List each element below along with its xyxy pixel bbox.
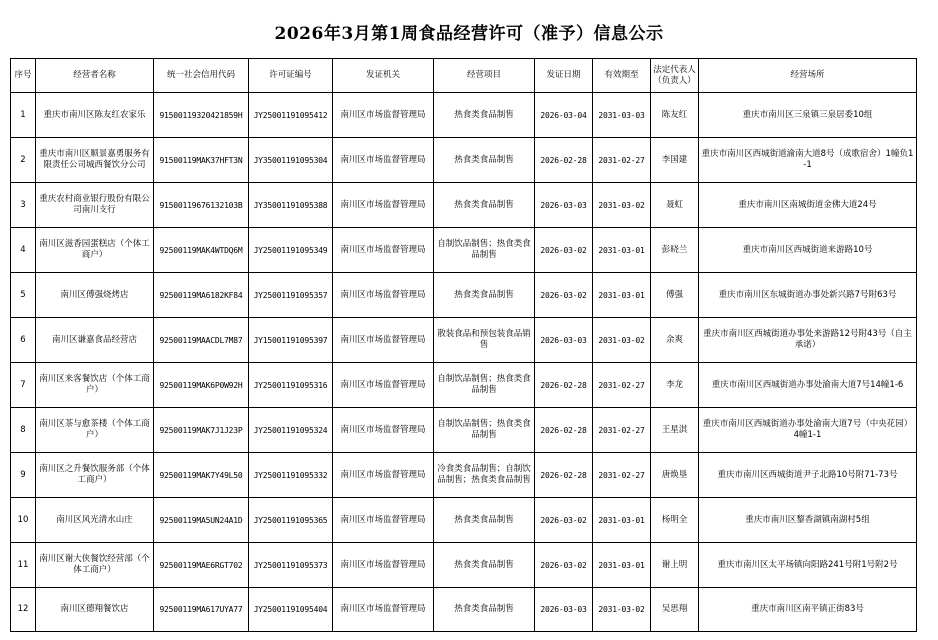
col-header-license-no: 许可证编号 (249, 59, 333, 93)
cell-issue-date: 2026-03-04 (535, 93, 593, 138)
cell-representative: 陈友红 (651, 93, 699, 138)
col-header-name: 经营者名称 (36, 59, 154, 93)
cell-items: 热食类食品制售 (434, 588, 535, 632)
table-row (11, 363, 917, 408)
cell-credit-code: 92500119MAK7J1J23P (154, 408, 249, 453)
cell-name: 南川区德翔餐饮店 (36, 588, 154, 632)
cell-no: 1 (11, 93, 36, 138)
cell-credit-code: 92500119MA6182KF84 (154, 273, 249, 318)
cell-valid-until: 2031-03-02 (593, 318, 651, 363)
cell-valid-until: 2031-03-03 (593, 93, 651, 138)
cell-license-no: JY25001191095404 (249, 588, 333, 632)
table-row (11, 453, 917, 498)
page-title: 2026年3月第1周食品经营许可（准予）信息公示 (274, 24, 664, 44)
cell-items: 热食类食品制售 (434, 138, 535, 183)
cell-premises: 重庆市南川区西城街道办事处渝南大道7号14幢1-6 (699, 363, 917, 408)
cell-issue-date: 2026-02-28 (535, 363, 593, 408)
table-row (11, 138, 917, 183)
cell-license-no: JY25001191095365 (249, 498, 333, 543)
cell-name: 南川区来客餐饮店（个体工商户） (36, 363, 154, 408)
cell-representative: 谢上明 (651, 543, 699, 588)
cell-issue-date: 2026-02-28 (535, 138, 593, 183)
cell-license-no: JY25001191095324 (249, 408, 333, 453)
cell-representative: 吴思翔 (651, 588, 699, 632)
cell-authority: 南川区市场监督管理局 (333, 228, 434, 273)
col-header-issue-date: 发证日期 (535, 59, 593, 93)
col-header-items: 经营项目 (434, 59, 535, 93)
cell-name: 南川区谦嘉食品经营店 (36, 318, 154, 363)
cell-no: 4 (11, 228, 36, 273)
cell-license-no: JY25001191095316 (249, 363, 333, 408)
cell-no: 10 (11, 498, 36, 543)
cell-name: 南川区风光清水山庄 (36, 498, 154, 543)
col-header-representative: 法定代表人（负责人） (651, 59, 699, 93)
license-table (10, 58, 917, 632)
cell-authority: 南川区市场监督管理局 (333, 363, 434, 408)
cell-items: 热食类食品制售 (434, 183, 535, 228)
cell-authority: 南川区市场监督管理局 (333, 183, 434, 228)
cell-name: 南川区茶与愈茶楼（个体工商户） (36, 408, 154, 453)
cell-premises: 重庆市南川区西城街道尹子北路10号附71-73号 (699, 453, 917, 498)
cell-no: 7 (11, 363, 36, 408)
cell-name: 南川区之升餐饮服务部（个体工商户） (36, 453, 154, 498)
cell-name: 南川区谢大侠餐饮经营部（个体工商户） (36, 543, 154, 588)
cell-credit-code: 91500119320421859H (154, 93, 249, 138)
cell-valid-until: 2031-03-01 (593, 498, 651, 543)
cell-premises: 重庆市南川区西城街道办事处来游路12号附43号（自主承诺） (699, 318, 917, 363)
cell-license-no: JY25001191095349 (249, 228, 333, 273)
cell-representative: 彭晓兰 (651, 228, 699, 273)
cell-name: 重庆农村商业银行股份有限公司南川支行 (36, 183, 154, 228)
cell-no: 3 (11, 183, 36, 228)
table-row (11, 408, 917, 453)
cell-license-no: JY35001191095304 (249, 138, 333, 183)
cell-items: 热食类食品制售 (434, 543, 535, 588)
cell-license-no: JY25001191095332 (249, 453, 333, 498)
cell-no: 11 (11, 543, 36, 588)
cell-license-no: JY25001191095373 (249, 543, 333, 588)
cell-representative: 王星淇 (651, 408, 699, 453)
col-header-no: 序号 (11, 59, 36, 93)
cell-no: 2 (11, 138, 36, 183)
cell-premises: 重庆市南川区东城街道办事处新兴路7号附63号 (699, 273, 917, 318)
cell-authority: 南川区市场监督管理局 (333, 498, 434, 543)
cell-valid-until: 2031-02-27 (593, 408, 651, 453)
cell-authority: 南川区市场监督管理局 (333, 273, 434, 318)
cell-authority: 南川区市场监督管理局 (333, 318, 434, 363)
cell-credit-code: 92500119MAE6RGT702 (154, 543, 249, 588)
cell-representative: 余爽 (651, 318, 699, 363)
cell-authority: 南川区市场监督管理局 (333, 408, 434, 453)
table-row (11, 93, 917, 138)
cell-issue-date: 2026-03-03 (535, 588, 593, 632)
cell-premises: 重庆市南川区三泉镇三泉居委10组 (699, 93, 917, 138)
cell-name: 重庆市南川区陈友红农家乐 (36, 93, 154, 138)
cell-authority: 南川区市场监督管理局 (333, 138, 434, 183)
cell-authority: 南川区市场监督管理局 (333, 453, 434, 498)
cell-premises: 重庆市南川区西城街道来游路10号 (699, 228, 917, 273)
cell-issue-date: 2026-03-02 (535, 543, 593, 588)
cell-license-no: JY15001191095397 (249, 318, 333, 363)
cell-authority: 南川区市场监督管理局 (333, 543, 434, 588)
cell-items: 冷食类食品制售；自制饮品制售；热食类食品制售 (434, 453, 535, 498)
cell-no: 5 (11, 273, 36, 318)
col-header-credit-code: 统一社会信用代码 (154, 59, 249, 93)
cell-issue-date: 2026-02-28 (535, 408, 593, 453)
cell-credit-code: 91500119676132103B (154, 183, 249, 228)
cell-no: 9 (11, 453, 36, 498)
cell-credit-code: 92500119MA5UN24A1D (154, 498, 249, 543)
cell-license-no: JY25001191095357 (249, 273, 333, 318)
cell-premises: 重庆市南川区西城街道渝南大道8号（成歌宿舍）1幢负1-1 (699, 138, 917, 183)
cell-valid-until: 2031-03-02 (593, 588, 651, 632)
cell-valid-until: 2031-03-01 (593, 273, 651, 318)
cell-credit-code: 92500119MAACDL7M87 (154, 318, 249, 363)
cell-name: 重庆市南川区顺景嘉勇服务有限责任公司城西餐饮分公司 (36, 138, 154, 183)
cell-premises: 重庆市南川区黎香湖镇南湖村5组 (699, 498, 917, 543)
cell-representative: 李国建 (651, 138, 699, 183)
cell-issue-date: 2026-03-02 (535, 498, 593, 543)
cell-representative: 聂虹 (651, 183, 699, 228)
table-body (11, 93, 917, 632)
cell-authority: 南川区市场监督管理局 (333, 93, 434, 138)
cell-credit-code: 92500119MA617UYA77 (154, 588, 249, 632)
cell-issue-date: 2026-03-03 (535, 183, 593, 228)
cell-credit-code: 91500119MAK37HFT3N (154, 138, 249, 183)
cell-issue-date: 2026-02-28 (535, 453, 593, 498)
cell-items: 自制饮品制售；热食类食品制售 (434, 408, 535, 453)
table-row (11, 228, 917, 273)
cell-items: 自制饮品制售；热食类食品制售 (434, 228, 535, 273)
cell-name: 南川区滋香园蛋糕店（个体工商户） (36, 228, 154, 273)
cell-authority: 南川区市场监督管理局 (333, 588, 434, 632)
cell-valid-until: 2031-02-27 (593, 138, 651, 183)
table-row (11, 273, 917, 318)
cell-issue-date: 2026-03-03 (535, 318, 593, 363)
cell-credit-code: 92500119MAK7Y49L50 (154, 453, 249, 498)
cell-valid-until: 2031-03-01 (593, 228, 651, 273)
cell-no: 6 (11, 318, 36, 363)
cell-representative: 傅强 (651, 273, 699, 318)
cell-no: 8 (11, 408, 36, 453)
cell-premises: 重庆市南川区南平镇正街83号 (699, 588, 917, 632)
cell-credit-code: 92500119MAK6P0W92H (154, 363, 249, 408)
table-row (11, 588, 917, 632)
cell-items: 散装食品和预包装食品销售 (434, 318, 535, 363)
cell-credit-code: 92500119MAK4WTDQ6M (154, 228, 249, 273)
cell-representative: 唐焕垦 (651, 453, 699, 498)
cell-valid-until: 2031-02-27 (593, 363, 651, 408)
cell-valid-until: 2031-03-02 (593, 183, 651, 228)
cell-name: 南川区傅强烧烤店 (36, 273, 154, 318)
cell-issue-date: 2026-03-02 (535, 273, 593, 318)
cell-valid-until: 2031-02-27 (593, 453, 651, 498)
cell-license-no: JY35001191095388 (249, 183, 333, 228)
col-header-valid-until: 有效期至 (593, 59, 651, 93)
cell-valid-until: 2031-03-01 (593, 543, 651, 588)
col-header-premises: 经营场所 (699, 59, 917, 93)
table-row (11, 183, 917, 228)
cell-premises: 重庆市南川区西城街道办事处渝南大道7号（中央花园）4幢1-1 (699, 408, 917, 453)
table-row (11, 543, 917, 588)
col-header-authority: 发证机关 (333, 59, 434, 93)
cell-items: 热食类食品制售 (434, 273, 535, 318)
cell-issue-date: 2026-03-02 (535, 228, 593, 273)
cell-premises: 重庆市南川区南城街道金佛大道24号 (699, 183, 917, 228)
table-row (11, 498, 917, 543)
cell-representative: 李龙 (651, 363, 699, 408)
cell-items: 热食类食品制售 (434, 498, 535, 543)
cell-license-no: JY25001191095412 (249, 93, 333, 138)
cell-premises: 重庆市南川区太平场镇向阳路241号附1号附2号 (699, 543, 917, 588)
table-header-row (11, 59, 917, 93)
cell-items: 自制饮品制售；热食类食品制售 (434, 363, 535, 408)
table-row (11, 318, 917, 363)
cell-no: 12 (11, 588, 36, 632)
cell-items: 热食类食品制售 (434, 93, 535, 138)
cell-representative: 杨明全 (651, 498, 699, 543)
